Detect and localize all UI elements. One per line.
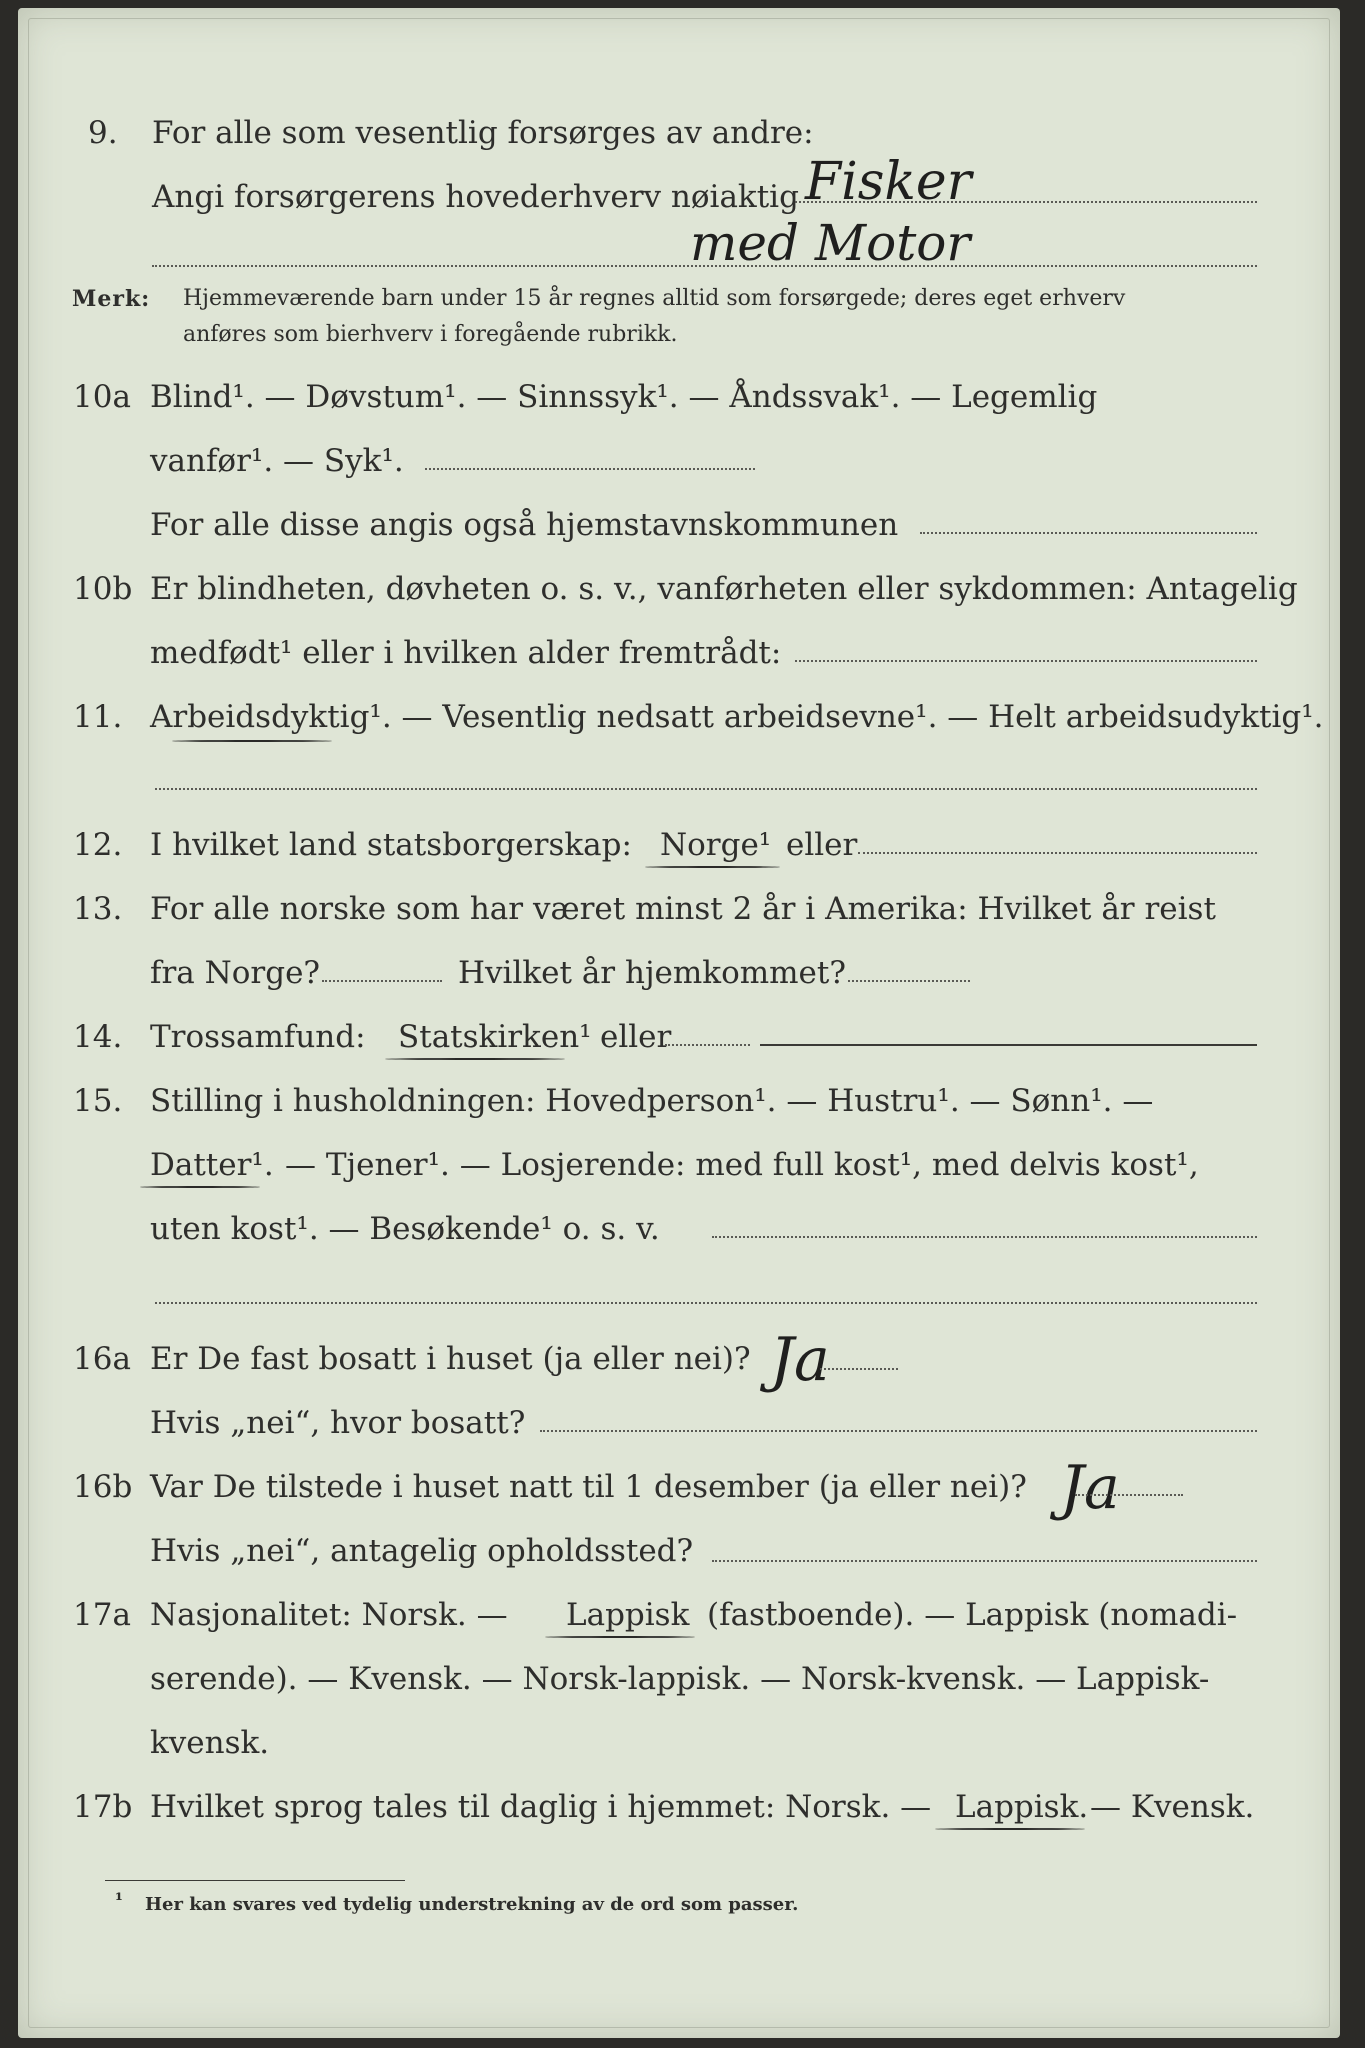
q10a-line2: vanfør¹. — Syk¹. bbox=[150, 443, 404, 479]
q14-underline-mark bbox=[385, 1058, 565, 1060]
q17b-option-lappisk: Lappisk. bbox=[955, 1789, 1089, 1825]
footnote-divider bbox=[105, 1880, 405, 1881]
q12-number: 12. bbox=[73, 827, 123, 863]
merk-line1: Hjemmeværende barn under 15 år regnes alltid som forsørgede; deres eget erhverv bbox=[183, 286, 1126, 311]
q11-number: 11. bbox=[73, 699, 123, 735]
q17a-line2: serende). — Kvensk. — Norsk-lappisk. — Norsk-kvensk. — Lappisk- bbox=[150, 1661, 1210, 1697]
q17a-line3: kvensk. bbox=[150, 1725, 270, 1761]
q9-line2: Angi forsørgerens hovederhverv nøiaktig bbox=[152, 179, 799, 215]
q15-answer-line2 bbox=[155, 1302, 1257, 1304]
q17a-line1c: (fastboende). — Lappisk (nomadi- bbox=[707, 1597, 1238, 1633]
q15-underline-mark bbox=[140, 1186, 260, 1188]
q15-line1: Stilling i husholdningen: Hovedperson¹. — Hustru¹. — Sønn¹. — bbox=[150, 1083, 1154, 1119]
q16a-line1: Er De fast bosatt i huset (ja eller nei)? bbox=[150, 1341, 751, 1377]
q16b-number: 16b bbox=[73, 1469, 133, 1505]
q16b-line1: Var De tilstede i huset natt til 1 desember (ja eller nei)? bbox=[150, 1469, 1027, 1505]
q13-number: 13. bbox=[73, 891, 123, 927]
q12-answer-line bbox=[858, 852, 1257, 854]
q17b-line1a: Hvilket sprog tales til daglig i hjemmet: Norsk. — bbox=[150, 1789, 932, 1825]
q9-handwritten-answer2: med Motor bbox=[690, 214, 971, 272]
footnote-mark: ¹ bbox=[115, 1890, 123, 1911]
merk-label: Merk: bbox=[72, 286, 151, 312]
q16a-answer-line bbox=[820, 1368, 898, 1370]
q16b-opholdssted-line bbox=[712, 1560, 1257, 1562]
q11-underline-mark bbox=[172, 740, 332, 742]
q16a-bosatt-line bbox=[540, 1430, 1257, 1432]
q16a-line2: Hvis „nei“, hvor bosatt? bbox=[150, 1405, 526, 1441]
q13-line1: For alle norske som har været minst 2 år i Amerika: Hvilket år reist bbox=[150, 891, 1216, 927]
q12-option-norge: Norge¹ bbox=[660, 827, 772, 863]
q12-tail: eller bbox=[786, 827, 858, 863]
q15-line2a: Datter¹. bbox=[150, 1147, 274, 1183]
q10a-number: 10a bbox=[73, 379, 131, 415]
q16a-number: 16a bbox=[73, 1341, 131, 1377]
q13-hjemkommet-line bbox=[848, 980, 970, 982]
q17b-number: 17b bbox=[73, 1789, 133, 1825]
q13-line2b: Hvilket år hjemkommet? bbox=[458, 955, 846, 991]
merk-line2: anføres som bierhverv i foregående rubrikk. bbox=[183, 322, 678, 347]
q13-line2a: fra Norge? bbox=[150, 955, 321, 991]
q16a-handwritten-answer: Ja bbox=[770, 1325, 830, 1395]
q10a-line1: Blind¹. — Døvstum¹. — Sinnssyk¹. — Åndssvak¹. — Legemlig bbox=[150, 379, 1098, 415]
q17b-line1c: — Kvensk. bbox=[1090, 1789, 1255, 1825]
q14-number: 14. bbox=[73, 1019, 123, 1055]
q17a-option-lappisk: Lappisk bbox=[566, 1597, 690, 1633]
q10b-number: 10b bbox=[73, 571, 133, 607]
q10b-line2: medfødt¹ eller i hvilken alder fremtrådt: bbox=[150, 635, 782, 671]
q15-line2b: — Tjener¹. — Losjerende: med full kost¹, med delvis kost¹, bbox=[285, 1147, 1199, 1183]
q13-reist-line bbox=[322, 980, 442, 982]
q12-text: I hvilket land statsborgerskap: bbox=[150, 827, 632, 863]
q10a-line3: For alle disse angis også hjemstavnskommunen bbox=[150, 507, 899, 543]
q14-answer-line-b bbox=[760, 1044, 1257, 1046]
q17b-underline-mark bbox=[935, 1828, 1085, 1830]
q16b-line2: Hvis „nei“, antagelig opholdssted? bbox=[150, 1533, 694, 1569]
q17a-number: 17a bbox=[73, 1597, 131, 1633]
q9-handwritten-answer1: Fisker bbox=[805, 152, 972, 212]
q15-line3: uten kost¹. — Besøkende¹ o. s. v. bbox=[150, 1211, 660, 1247]
q10a-answer-line bbox=[425, 468, 755, 470]
q11-answer-line bbox=[155, 788, 1257, 790]
q14-text: Trossamfund: bbox=[150, 1019, 366, 1055]
q12-underline-mark bbox=[645, 866, 780, 868]
q9-number: 9. bbox=[88, 115, 118, 151]
q14-option-statskirken: Statskirken¹ bbox=[398, 1019, 592, 1055]
q15-answer-line1 bbox=[712, 1236, 1257, 1238]
q11-line1: Arbeidsdyktig¹. — Vesentlig nedsatt arbeidsevne¹. — Helt arbeidsudyktig¹. bbox=[150, 699, 1324, 735]
q10a-hjemstavn-line bbox=[920, 532, 1257, 534]
q10b-answer-line bbox=[795, 660, 1257, 662]
q14-tail: eller bbox=[600, 1019, 672, 1055]
q9-line1: For alle som vesentlig forsørges av andre: bbox=[152, 115, 814, 151]
q17a-underline-mark bbox=[545, 1636, 695, 1638]
q16b-answer-line bbox=[1075, 1494, 1183, 1496]
q10b-line1: Er blindheten, døvheten o. s. v., vanførheten eller sykdommen: Antagelig bbox=[150, 571, 1298, 607]
q16b-handwritten-answer: Ja bbox=[1060, 1453, 1120, 1523]
q17a-line1a: Nasjonalitet: Norsk. — bbox=[150, 1597, 508, 1633]
q15-number: 15. bbox=[73, 1083, 123, 1119]
footnote-text: Her kan svares ved tydelig understrekning av de ord som passer. bbox=[145, 1894, 799, 1915]
q14-answer-line-a bbox=[665, 1044, 750, 1046]
